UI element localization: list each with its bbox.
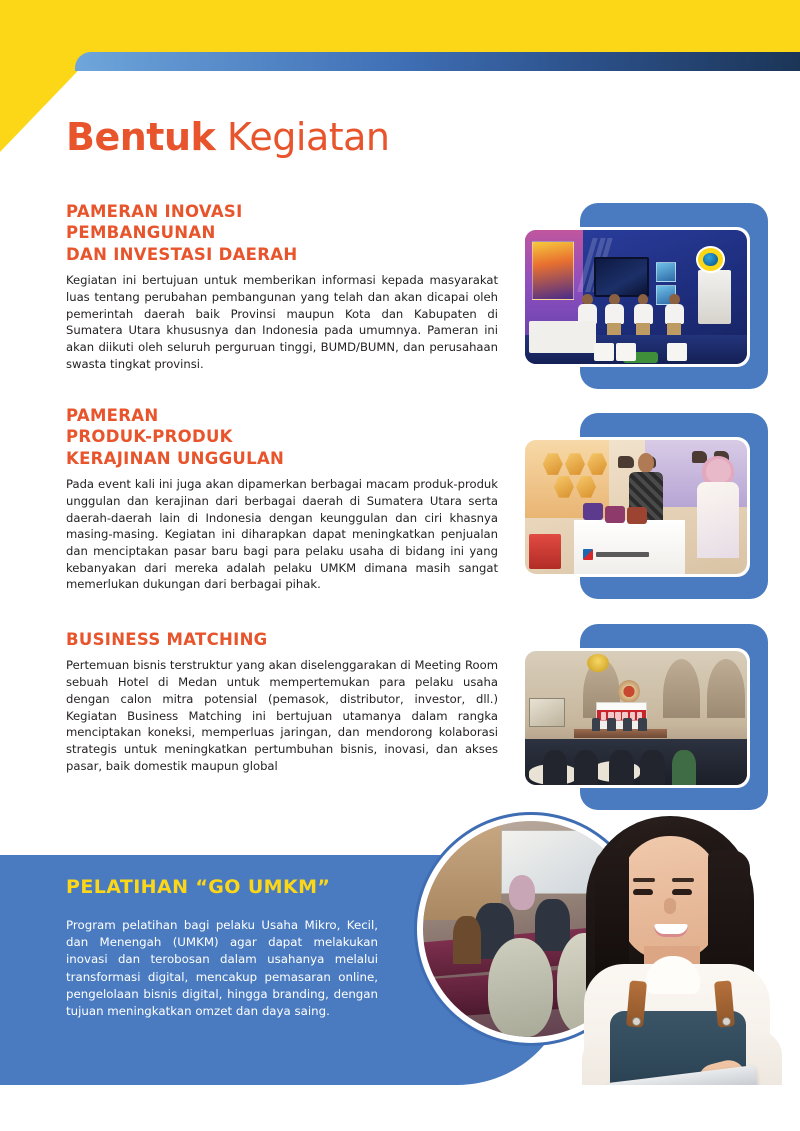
section-1-heading bbox=[66, 201, 498, 265]
header-blue-gradient-bar bbox=[75, 52, 800, 71]
page-title-bold: Bentuk bbox=[66, 115, 216, 159]
section-2-heading-line-1: PAMERAN bbox=[66, 406, 159, 425]
photo-card-3-frame bbox=[522, 648, 750, 788]
pertamina-wordmark bbox=[596, 552, 649, 558]
photo-card-2-frame bbox=[522, 437, 750, 577]
booth-visitor-woman bbox=[696, 459, 740, 558]
section-3-body: Pertemuan bisnis terstruktur yang akan diselenggarakan di Meeting Room sebuah Hotel di Medan untuk mempertemukan para pelaku usaha dengan calon mitra potensial (pemasok, distributor, investor, dll.) Kegiatan Business Matching ini bertujuan utamanya dalam rangka menciptakan koneksi, memperluas jaringan, dan mendorong kolaborasi strategis untuk meningkatkan pertumbuhan bisnis, inovasi, dan akses pasar, baik domestik maupun global bbox=[66, 658, 498, 773]
craft-products-booth-photo bbox=[525, 440, 747, 574]
booth-logo-badge bbox=[696, 246, 725, 273]
section-2-heading bbox=[66, 405, 498, 469]
section-3-heading-line-1: BUSINESS MATCHING bbox=[66, 630, 268, 649]
exhibition-booth-photo bbox=[525, 230, 747, 364]
section-1-heading-line-2: PEMBANGUNAN bbox=[66, 223, 216, 243]
photo-card-1-frame bbox=[522, 227, 750, 367]
pertamina-mark-icon bbox=[583, 549, 594, 561]
training-panel-heading: PELATIHAN “GO UMKM” bbox=[66, 876, 331, 898]
section-pameran-produk bbox=[66, 405, 498, 593]
training-panel-body: Program pelatihan bagi pelaku Usaha Mikro, Kecil, dan Menengah (UMKM) agar dapat melakukan inovasi dan terobosan dalam usahanya melalui transformasi digital, mencakup pemasaran online, pengelolaan bisnis digital, hingga branding, dengan tujuan meningkatkan omzet dan daya saing. bbox=[66, 918, 378, 1019]
section-business-matching bbox=[66, 629, 498, 774]
page-title-light: Kegiatan bbox=[215, 115, 390, 159]
section-1-body: Kegiatan ini bertujuan untuk memberikan informasi kepada masyarakat luas tentang perubahan pembangunan yang telah dan akan dicapai oleh pemerintah daerah baik Provinsi maupun Kota dan Kabupaten di Sumatera Utara khususnya dan Indonesia pada umumnya. Pameran ini akan diikuti oleh seluruh perguruan tinggi, BUMD/BUMN, dan perusahaan swasta tingkat provinsi. bbox=[66, 273, 498, 371]
section-1-heading-line-3: DAN INVESTASI DAERAH bbox=[66, 244, 298, 264]
header-yellow-band bbox=[0, 0, 800, 52]
section-1-heading-line-1: PAMERAN INOVASI bbox=[66, 202, 243, 221]
section-pameran-inovasi bbox=[66, 201, 498, 372]
page-bottom-whitespace bbox=[0, 1085, 800, 1131]
section-2-body: Pada event kali ini juga akan dipamerkan berbagai macam produk-produk unggulan dan kerajinan dari berbagai daerah di Sumatera Utara serta daerah-daerah lain di Indonesia dengan keunggulan dan ciri khasnya masing-masing. Kegiatan ini diharapkan dapat meningkatkan penjualan dan menciptakan pasar baru bagi para pelaku usaha di bidang ini yang kebanyakan dari mereka adalah pelaku UMKM dimana masih sangat memerlukan dukungan dari berbagai pihak. bbox=[66, 477, 498, 592]
pertamina-logo bbox=[583, 547, 650, 562]
section-2-heading-line-3: KERAJINAN UNGGULAN bbox=[66, 448, 285, 468]
business-matching-ballroom-photo bbox=[525, 651, 747, 785]
section-3-heading bbox=[66, 629, 498, 650]
section-2-heading-line-2: PRODUK-PRODUK bbox=[66, 427, 233, 447]
page-title bbox=[66, 115, 390, 159]
woman-with-tablet-cutout bbox=[548, 806, 800, 1131]
